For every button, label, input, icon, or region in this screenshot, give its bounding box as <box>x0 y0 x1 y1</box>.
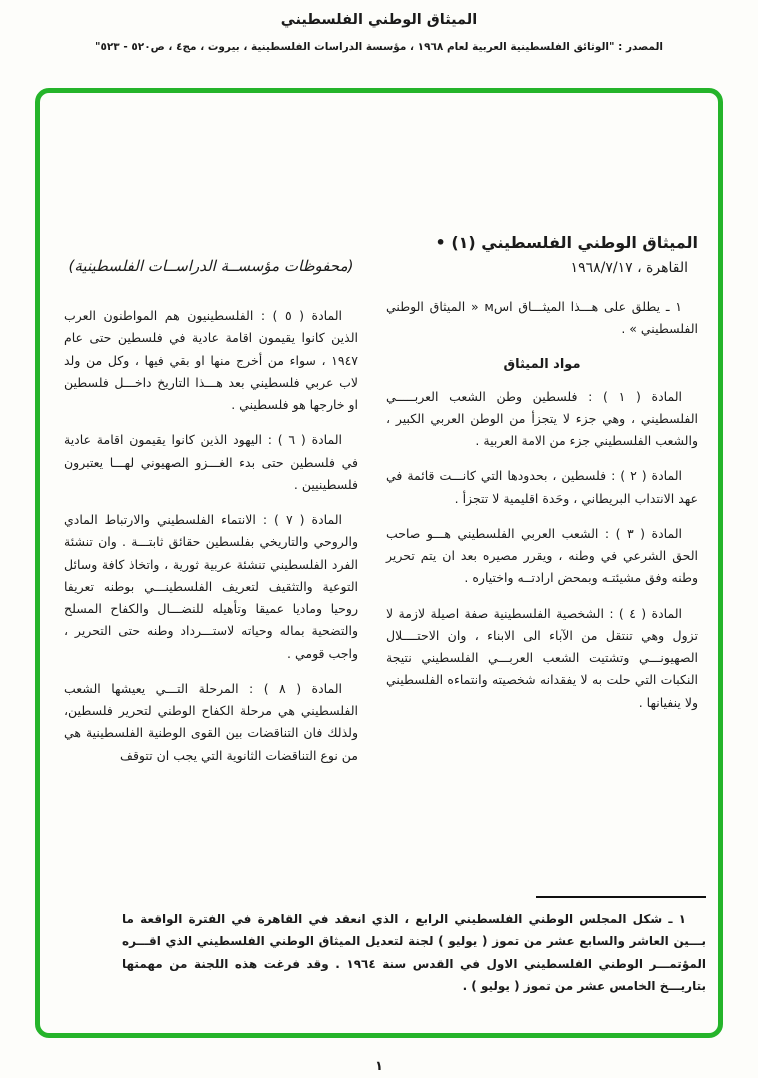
right-column <box>386 233 698 780</box>
footnote-text: ١ ـ شكل المجلس الوطني الفلسطيني الرابع ، الذي انعقد في القاهرة في الفترة الواقعة ما بـــين العاشر والسابع عشر من تموز ( يوليو ) لجنة لتعديل الميثاق الوطني الفلسطيني الذي اقـــره المؤتمـــر الوطني الفلسطيني الاول في القدس سنة ١٩٦٤ . وقد فرغت هذه اللجنة من مهمتها بتاريـــخ الخامس عشر من تموز ( يوليو ) . <box>122 912 707 993</box>
article-4: المادة ( ٤ ) : الشخصية الفلسطينية صفة اصيلة لازمة لا تزول وهي تنتقل من الآباء الى الابناء ، وان الاحتــــلال الصهيونـــي وتشتيت الشعب العربـــي الفلسطيني نتيجة النكبات التي حلت به لا يفقدانه شخصيته وانتماءه الفلسطيني ولا ينفيانها . <box>386 605 698 710</box>
source-citation: المصدر : "الوثائق الفلسطينية العربية لعام ١٩٦٨ ، مؤسسة الدراسات الفلسطينية ، بيروت ، مج٤ ، ص٥٢٠ - ٥٢٣" <box>95 41 663 53</box>
section-heading: مواد الميثاق <box>503 356 581 372</box>
page-header <box>0 0 758 53</box>
article-8: المادة ( ٨ ) : المرحلة التـــي يعيشها الشعب الفلسطيني هي مرحلة الكفاح الوطني لتحرير فلسطين، ولذلك فان التناقضات بين القوى الوطنية الفلسطينية هي من نوع التناقضات الثانوية التي يجب ان تتوقف <box>64 680 358 763</box>
footnote-area <box>122 896 706 997</box>
charter-intro: ١ ـ يطلق على هـــذا الميثـــاق اسм « الميثاق الوطني الفلسطيني » . <box>386 299 698 337</box>
charter-location-date: القاهرة ، ١٩٦٨/٧/١٧ <box>570 260 688 276</box>
article-3: المادة ( ٣ ) : الشعب العربي الفلسطيني هـــو صاحب الحق الشرعي في وطنه ، ويقرر مصيره بعد ان يتم تحرير وطنه وفق مشيئتـه وبمحض ارادتــه واختياره . <box>386 525 698 586</box>
document-columns <box>40 93 718 780</box>
article-6: المادة ( ٦ ) : اليهود الذين كانوا يقيمون اقامة عادية في فلسطين حتى بدء الغـــزو الصهيوني لهـــا يعتبرون فلسطينيين . <box>64 432 358 492</box>
charter-title: الميثاق الوطني الفلسطيني (١) • <box>435 233 698 252</box>
article-7: المادة ( ٧ ) : الانتماء الفلسطيني والارتباط المادي والروحي والتاريخي بفلسطين حقائق ثابتـــة . وان تنشئة الفرد الفلسطيني تنشئة عربية ثورية ، واتخاذ كافة وسائل التوعية والتثقيف لتعريف الفلسطينـــي بوطنه تعريفا روحيا وماديا عميقا وتأهيله للنضـــال والكفاح المسلح والتضحية بماله وحياته لاستـــرداد وطنه حتى التحرير ، واجب قومي . <box>64 512 358 661</box>
article-5: المادة ( ٥ ) : الفلسطينيون هم المواطنون العرب الذين كانوا يقيمون اقامة عادية في فلسطين حتى عام ١٩٤٧ ، سواء من أخرج منها او بقي فيها ، وكل من ولد لاب عربي فلسطيني بعد هـــذا التاريخ داخـــل فلسطين او خارجها هو فلسطيني . <box>64 308 358 412</box>
page-number: ١ <box>375 1059 383 1074</box>
page-header-title: الميثاق الوطني الفلسطيني <box>280 12 478 28</box>
document-frame <box>35 88 723 1038</box>
left-column <box>64 233 358 780</box>
article-1: المادة ( ١ ) : فلسطين وطن الشعب العربـــــي الفلسطيني ، وهي جزء لا يتجزأ من الوطن العربي الكبير ، والشعب الفلسطيني جزء من الامة العربية . <box>386 388 698 448</box>
archive-stamp: (محفوظات مؤسســة الدراســات الفلسطينية) <box>68 257 354 275</box>
footnote-divider <box>536 896 706 898</box>
article-2: المادة ( ٢ ) : فلسطين ، بحدودها التي كانـــت قائمة في عهد الانتداب البريطاني ، وحَدة اقليمية لا تتجزأ . <box>386 468 698 506</box>
